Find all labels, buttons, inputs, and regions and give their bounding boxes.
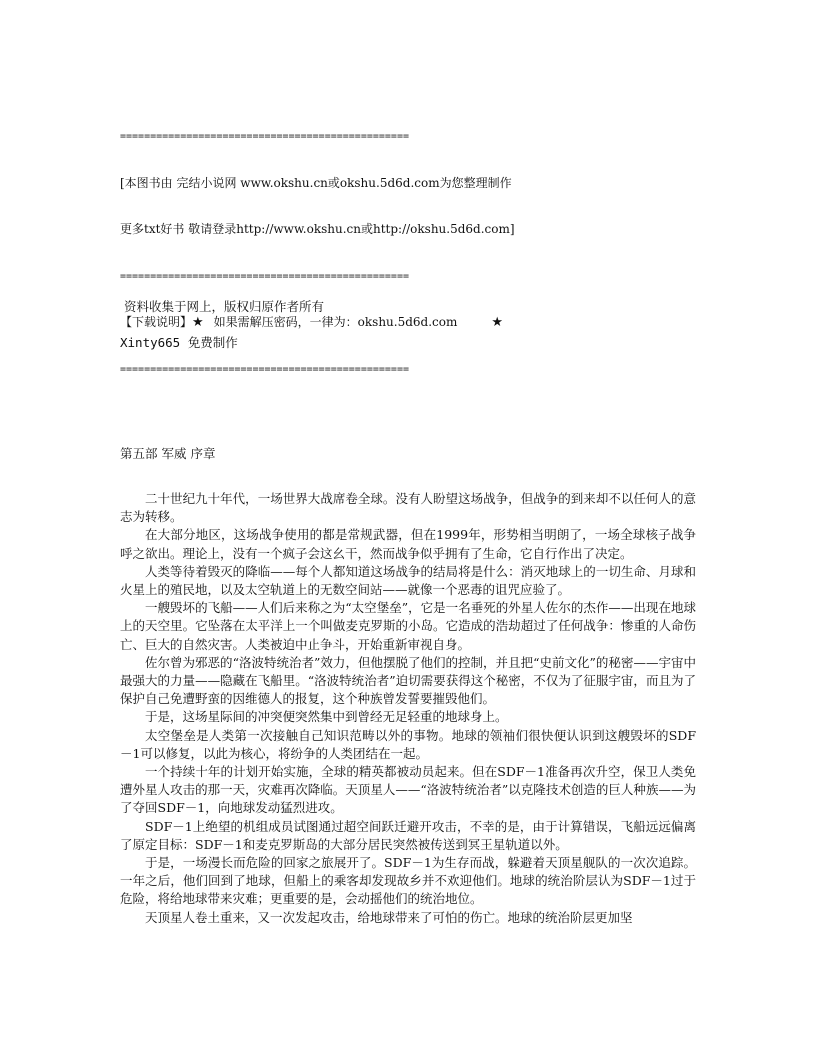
download-instructions [120,315,680,331]
separator-line: ================================================ [120,270,409,282]
star-icon: ★ [192,315,204,330]
paragraph: 人类等待着毁灭的降临——每个人都知道这场战争的结局将是什么：消灭地球上的一切生命、月球和火星上的殖民地，以及太空轨道上的无数空间站——就像一个恶毒的诅咒应验了。 [120,563,696,598]
paragraph: 于是，这场星际间的冲突便突然集中到曾经无足轻重的地球身上。 [145,709,508,725]
separator-line: ================================================ [120,363,409,375]
paragraph: 于是，一场漫长而危险的回家之旅展开了。SDF－1为生存而战，躲避着天顶星舰队的一次次追踪。一年之后，他们回到了地球，但船上的乘客却发现故乡并不欢迎他们。地球的统治阶层认为SDF－1过于危险，将给地球带来灾难；更重要的是，会动摇他们的统治地位。 [120,855,696,907]
paragraph: 在大部分地区，这场战争使用的都是常规武器，但在1999年，形势相当明朗了，一场全球核子战争呼之欲出。理论上，没有一个疯子会这幺干，然而战争似乎拥有了生命，它自行作出了决定。 [120,527,696,561]
paragraph: SDF－1上绝望的机组成员试图通过超空间跃迁避开攻击，不幸的是，由于计算错误，飞船远远偏离了原定目标：SDF－1和麦克罗斯岛的大部分居民突然被传送到冥王星轨道以外。 [120,818,696,852]
paragraph: 太空堡垒是人类第一次接触自己知识范畴以外的事物。地球的领袖们很快便认识到这艘毁坏的SDF－1可以修复，以此为核心，将纷争的人类团结在一起。 [120,727,696,761]
paragraph: 二十世纪九十年代，一场世界大战席卷全球。没有人盼望这场战争，但战争的到来却不以任何人的意志为转移。 [120,491,696,525]
source-line: [本图书由 完结小说网 www.okshu.cn或okshu.5d6d.com为您整理制作 [120,175,512,190]
download-label: 【下载说明】 [120,315,193,329]
star-icon: ★ [491,315,504,330]
chapter-title: 第五部 军威 序章 [120,446,216,461]
chapter-body [120,490,696,927]
download-password-text: 如果需解压密码，一律为：okshu.5d6d.com [213,315,458,329]
more-books-line: 更多txt好书 敬请登录http://www.okshu.cn或http://okshu.5d6d.com] [120,222,515,236]
copyright-notice: 资料收集于网上，版权归原作者所有 [120,299,324,314]
maker-credit: Xinty665 免费制作 [120,335,238,350]
paragraph: 一艘毁坏的飞船——人们后来称之为“太空堡垒”，它是一名垂死的外星人佐尔的杰作——出现在地球上的天空里。它坠落在太平洋上一个叫做麦克罗斯的小岛。它造成的浩劫超过了任何战争：惨重的人命伤亡、巨大的自然灾害。人类被迫中止争斗，开始重新审视自身。 [120,600,696,652]
paragraph: 佐尔曾为邪恶的“洛波特统治者”效力，但他摆脱了他们的控制，并且把“史前文化”的秘密——宇宙中最强大的力量——隐藏在飞船里。“洛波特统治者”迫切需要获得这个秘密，不仅为了征服宇宙，而且为了保护自己免遭野蛮的因维德人的报复，这个种族曾发誓要摧毁他们。 [120,654,696,707]
paragraph: 一个持续十年的计划开始实施，全球的精英都被动员起来。但在SDF－1准备再次升空，保卫人类免遭外星人攻击的那一天，灾难再次降临。天顶星人——“洛波特统治者”以克隆技术创造的巨人种族——为了夺回SDF－1，向地球发动猛烈进攻。 [120,764,696,816]
separator-line: ================================================ [120,131,409,142]
paragraph: 天顶星人卷土重来，又一次发起攻击，给地球带来了可怕的伤亡。地球的统治阶层更加坚 [145,909,633,925]
download-info-header [120,98,680,408]
